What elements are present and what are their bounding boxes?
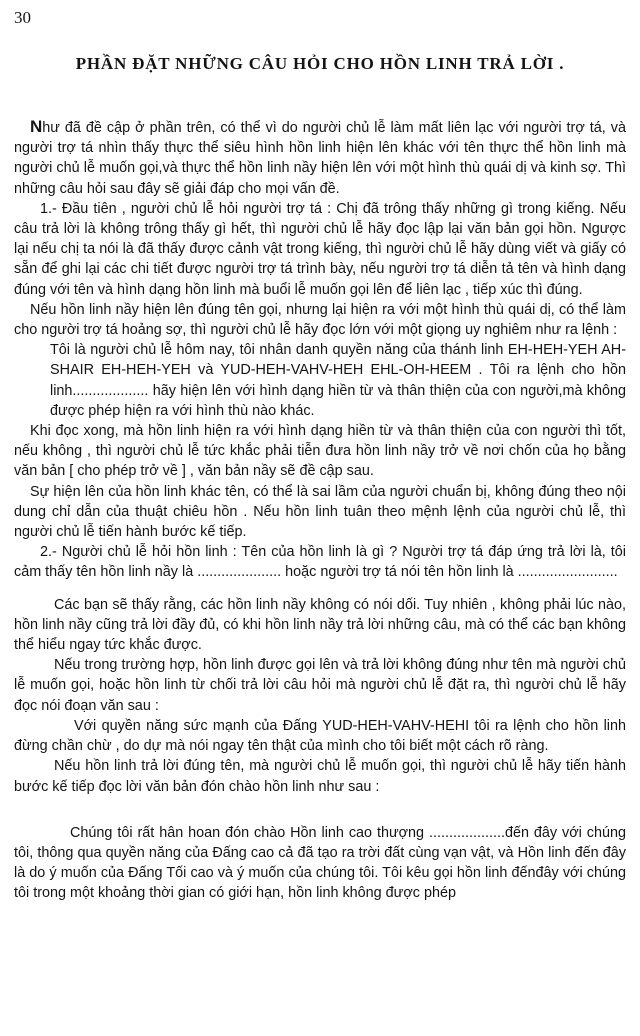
- page-number: 30: [14, 8, 31, 27]
- paragraph-10-command: Với quyền năng sức mạnh của Đấng YUD-HEH-VAHV-HEHI tôi ra lệnh cho hồn linh đừng chần chừ , do dự mà nói ngay tên thật của mình cho tôi biết một cách rõ ràng.: [14, 717, 626, 755]
- paragraph-4-command: Tôi là người chủ lễ hôm nay, tôi nhân danh quyền năng của thánh linh EH-HEH-YEH AH-SHAIR EH-HEH-YEH và YUD-HEH-VAHV-HEH EHL-OH-HEEM . Tôi ra lệnh cho hồn linh................... hãy hiện lên với hình dạng hiền từ và thân thiện của con người,mà không được phép hiện ra với hình thù nào khác.: [50, 342, 626, 419]
- drop-initial: N: [30, 117, 43, 136]
- paragraph-5: Khi đọc xong, mà hồn linh hiện ra với hình dạng hiền từ và thân thiện của con người thì tốt, nếu không , thì người chủ lễ tức khắc phải tiễn đưa hồn linh nầy trở về nơi chốn của họ bằng văn bản [ cho phép trở về ] , văn bản nầy sẽ đề cập sau.: [14, 423, 626, 480]
- page-title: PHẦN ĐẶT NHỮNG CÂU HỎI CHO HỒN LINH TRẢ LỜI .: [75, 54, 565, 73]
- paragraph-11: Nếu hồn linh trả lời đúng tên, mà người chủ lễ muốn gọi, thì người chủ lễ hãy tiến hành bước kế tiếp đọc lời văn bản đón chào hồn linh như sau :: [14, 758, 626, 795]
- paragraph-1: [14, 117, 626, 199]
- paragraph-12-greeting: Chúng tôi rất hân hoan đón chào Hồn linh cao thượng ...................đến đây với chúng tôi, thông qua quyền năng của Đấng cao cả đã tạo ra trời đất cùng vạn vật, và Hồn linh đến đây là do ý muốn của Đấng Tối cao và ý muốn của chúng tôi. Tôi kêu gọi hồn linh đếnđây với chúng tôi trong một khoảng thời gian có giới hạn, hồn linh không được phép: [14, 824, 626, 902]
- paragraph-7: 2.- Người chủ lễ hỏi hồn linh : Tên của hồn linh là gì ? Người trợ tá đáp ứng trả lời là, tôi cảm thấy tên hồn linh nầy là ..................... hoặc người trợ tá nói tên hồn linh là .........................: [14, 544, 626, 581]
- paragraph-6: Sự hiện lên của hồn linh khác tên, có thể là sai lầm của người chuẩn bị, không đúng theo nội dung chỉ dẫn của thuật chiêu hồn . Nếu hồn linh tuân theo mệnh lệnh của người chủ lễ, thì người chủ lễ tiến hành bước kế tiếp.: [14, 483, 626, 541]
- paragraph-9: Nếu trong trường hợp, hồn linh được gọi lên và trả lời không đúng như tên mà người chủ lễ muốn gọi, hoặc hồn linh từ chối trả lời câu hỏi mà người chủ lễ đặt ra, thì người chủ lễ hãy đọc nói đoạn văn sau :: [14, 657, 626, 714]
- paragraph-3: Nếu hồn linh nầy hiện lên đúng tên gọi, nhưng lại hiện ra với một hình thù quái dị, có thể làm cho người trợ tá hoảng sợ, thì người chủ lễ hãy đọc lớn với một giọng uy nghiêm như ra lệnh :: [14, 301, 626, 339]
- paragraph-2: 1.- Đầu tiên , người chủ lễ hỏi người trợ tá : Chị đã trông thấy những gì trong kiếng. Nếu câu trả lời là không trông thấy gì hết, thì người chủ lễ hãy đọc lập lại văn bản gọi hồn. Ngược lại nếu chị ta nói là đã thấy được cảnh vật trong kiếng, thì người chủ lễ hãy dùng viết và giấy có sẵn để ghi lại các chi tiết được người trợ tá trình bày, nếu người trợ tá diễn tả tên và hình dạng đúng với tên và hình dạng hồn linh mà buổi lễ muốn gọi lên để liên lạc , tiếp xúc thì đúng.: [14, 200, 626, 298]
- paragraph-1-text: hư đã đề cập ở phần trên, có thể vì do người chủ lễ làm mất liên lạc với người trợ tá, và người trợ tá nhìn thấy thực thể siêu hình hồn linh hiện lên khác với tên thực thể hồn linh mà người chủ lễ muốn gọi,và thực thể hồn linh nầy hiện lên với một hình thù quái dị và kinh sợ. Thì những câu hỏi sau đây sẽ giải đáp cho mọi vấn đề.: [14, 120, 626, 197]
- document-body: [14, 117, 626, 904]
- paragraph-8: Các bạn sẽ thấy rằng, các hồn linh nầy không có nói dối. Tuy nhiên , không phải lúc nào, hồn linh nầy cũng trả lời đầy đủ, có khi hồn linh nầy trả lời những câu, mà có thể các bạn không thể hiểu ngay tức khắc được.: [14, 596, 626, 654]
